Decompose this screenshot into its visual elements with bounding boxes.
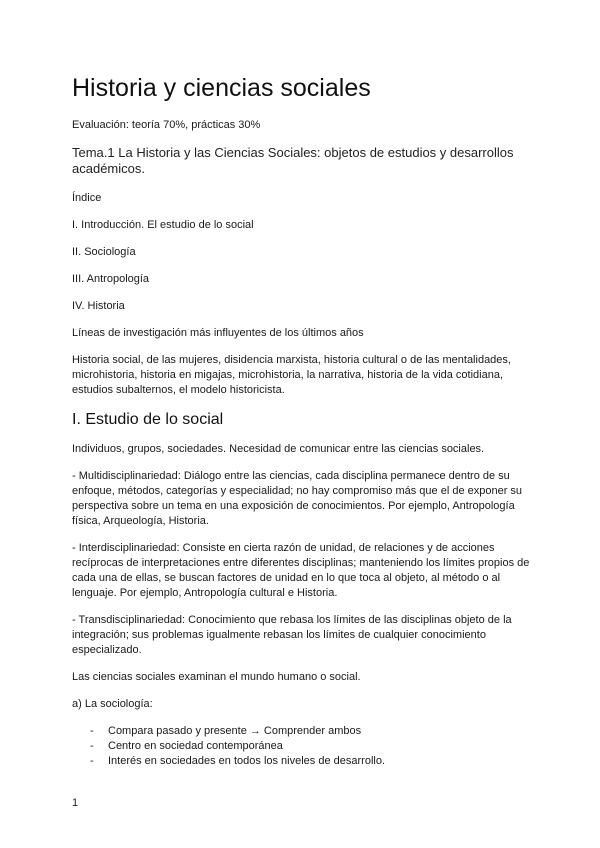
index-item-2: II. Sociología — [72, 246, 136, 258]
research-lines-text: Historia social, de las mujeres, disidencia marxista, historia cultural o de las mentalidades, microhistoria, historia en migajas, microhistoria, la narrativa, historia de la vida cotidiana, estudios subalternos, el modelo historicista. — [72, 354, 511, 396]
sociology-label: a) La sociología: — [72, 698, 153, 710]
index-item-1: I. Introducción. El estudio de lo social — [72, 219, 254, 231]
transdisciplinarity-paragraph: - Transdisciplinariedad: Conocimiento que rebasa los límites de las disciplinas objeto de la integración; sus problemas igualmente rebasan los límites de cualquier conocimiento especializado. — [72, 614, 512, 656]
section-1-heading: I. Estudio de lo social — [72, 411, 224, 428]
topic-heading: Tema.1 La Historia y las Ciencias Sociales: objetos de estudios y desarrollos académicos. — [72, 145, 514, 176]
bullet-dash: - — [90, 755, 94, 767]
document-title: Historia y ciencias sociales — [72, 74, 371, 102]
list-item-text: Compara pasado y presente → Comprender ambos — [108, 725, 362, 737]
index-label: Índice — [72, 192, 102, 204]
section-1-intro: Individuos, grupos, sociedades. Necesidad de comunicar entre las ciencias sociales. — [72, 443, 485, 455]
multidisciplinarity-paragraph: - Multidisciplinariedad: Diálogo entre las ciencias, cada disciplina permanece dentro de su enfoque, métodos, categorías y especialidad; no hay compromiso más que el de exponer su perspectiva sobre un tema en una exposición de conocimientos. Por ejemplo, Antropología física, Arqueología, Historia. — [72, 470, 523, 527]
list-item — [72, 739, 532, 754]
bullet-dash: - — [90, 740, 94, 752]
bullet-dash: - — [90, 725, 94, 737]
page-number: 1 — [72, 797, 79, 809]
list-item — [72, 754, 532, 769]
page-content — [72, 72, 532, 769]
research-lines-heading: Líneas de investigación más influyentes de los últimos años — [72, 327, 364, 339]
index-item-4: IV. Historia — [72, 300, 125, 312]
list-item-text: Interés en sociedades en todos los niveles de desarrollo. — [108, 755, 386, 767]
sociology-list — [72, 724, 532, 769]
interdisciplinarity-paragraph: - Interdisciplinariedad: Consiste en cierta razón de unidad, de relaciones y de acciones recíprocas de interpretaciones entre diferentes disciplinas; manteniendo los límites propios de cada una de ellas, se buscan factores de unidad en lo que toca al objeto, al método o al lenguaje. Por ejemplo, Antropología cultural e Historia. — [72, 542, 530, 599]
social-sciences-line: Las ciencias sociales examinan el mundo humano o social. — [72, 671, 361, 683]
list-item — [72, 724, 532, 739]
list-item-text: Centro en sociedad contemporánea — [108, 740, 283, 752]
evaluation-line: Evaluación: teoría 70%, prácticas 30% — [72, 119, 261, 131]
index-item-3: III. Antropología — [72, 273, 150, 285]
